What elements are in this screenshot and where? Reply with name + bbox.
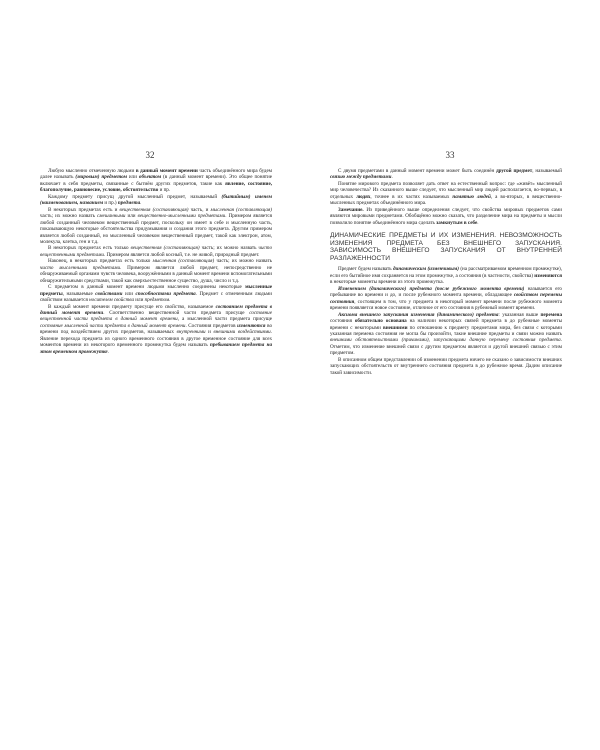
text-run: Наконец, в некоторых предметах есть только: [48, 258, 153, 265]
text-run: мысленные предметы: [40, 284, 272, 297]
text-run: .: [107, 348, 109, 355]
text-run: или: [125, 213, 138, 220]
text-run: связью между предметами: [330, 174, 392, 181]
text-run: С двумя предметами в данный момент времени может быть соединён: [338, 168, 497, 174]
text-run: другой предмет: [496, 168, 533, 174]
paragraph: [330, 312, 562, 357]
text-run: смешанными: [97, 213, 126, 220]
text-run: В некоторых предметах есть только: [48, 245, 131, 252]
text-run: . Отметим, что изменение внешней связи с другим предметом является и другой внешней связью с этим предметом.: [330, 337, 562, 357]
paragraph: [330, 357, 562, 376]
text-run: или: [122, 290, 136, 297]
text-run: объектом: [138, 174, 162, 181]
text-run: .: [391, 174, 393, 181]
text-run: вещественная (составляющая): [119, 206, 189, 213]
text-run: В некоторых предметах есть и: [48, 206, 120, 213]
text-run: внешними воздействиями: [213, 329, 271, 336]
text-run: (бытийным) именем (наименованием, названием: [40, 193, 272, 207]
text-run: чисто мысленными предметами: [40, 264, 121, 271]
text-run: или: [134, 297, 145, 304]
text-run: способностями предмета: [135, 290, 196, 297]
text-run: и пр.): [103, 200, 118, 207]
text-run: или: [126, 174, 139, 181]
text-run: свойствами: [95, 290, 123, 297]
text-run: перемена: [540, 311, 562, 318]
text-run: предметом: [144, 297, 170, 304]
text-run: . Предмет с отмеченным людьми свойством называется: [40, 290, 273, 304]
text-run: называется его пребывание во времени и до, и после рубежного момента времени, обладающее: [330, 285, 562, 299]
paragraph: [40, 194, 272, 207]
text-run: вещественно-мысленными предметами: [137, 213, 226, 220]
text-run: Понятие мирового предмета позволяет дать ответ на естественный вопрос: где «живёт» мысленный мир человечества? Из сказанного выше следует, что мысленный мир людей располагается, во-первых, в отдельных: [330, 180, 562, 200]
text-run: (в данный момент времени). Это общее понятие включает в себя предметы, связанные с бытиём других предметов, такие как: [40, 174, 272, 187]
paragraph: [330, 168, 562, 181]
paragraph: [330, 181, 562, 207]
text-run: В описанном общем представлении об изменении предмета ничего не сказано о зависимости внешних запускающих обстоятельств от внутреннего состояния предмета в до рубежное время. Дадим описание такой зависимости.: [330, 356, 562, 376]
text-run: состоянием предмета в данный момент времени: [40, 303, 272, 316]
page-number-left: 32: [145, 150, 155, 160]
text-run: замкнутым в себе: [436, 219, 478, 226]
paragraph: [40, 168, 272, 194]
text-run: .: [140, 200, 142, 207]
text-run: .: [477, 219, 479, 226]
paragraph: [330, 266, 562, 285]
text-run: и: [205, 329, 214, 336]
text-run: людях: [356, 193, 371, 200]
text-run: . Примером является любой созданный человеком вещественный предмет, поскольку он имеет в себе и мысленную часть, показывающую некоторые обстоятельства придумывания и создания этого предмета. Другим примером является любой созданный, но мысленный человеком вещественный предмет, такой как электрон, атом, молекула, клетка, ген и т.д.: [40, 213, 273, 245]
text-run: на наличии некоторых связей предмета в до рубежные моменты времени с некоторыми: [330, 318, 562, 331]
section-heading: [330, 232, 562, 262]
text-run: внешними: [382, 324, 408, 331]
text-run: . Явление перехода предмета из одного временного состояния в другое временное состояние для всех моментов времени из некоторого временного промежутка будем называть: [40, 329, 273, 349]
text-run: изменяются: [534, 272, 562, 279]
text-run: часть; их можно назвать: [199, 245, 259, 252]
text-run: : указанная выше: [498, 311, 541, 318]
text-run: . Примером является любой косный, т.е. не живой, природный предмет.: [103, 251, 260, 258]
text-run: Аксиома внешнего запускания изменения (динамического) предмета: [338, 311, 499, 318]
text-run: . Соответственно вещественной части предмета присуще: [103, 309, 250, 316]
text-run: чисто вещественными предметами: [40, 245, 272, 258]
text-run: и пр.: [158, 187, 171, 194]
text-run: в данный момент времени: [135, 168, 198, 174]
text-run: С предметом в данный момент времени людьми мысленно соединены некоторые: [48, 284, 246, 291]
text-run: свойством перемены состояния: [330, 292, 562, 305]
text-run: . Примером является любой предмет, непосредственно не обнаруживаемый органами чувств человека, вооружёнными в данный момент времени вспомогательными обнаружительными средствами, такой как сверхъестественное существо, душа, число и т.д.: [40, 264, 273, 284]
text-run: Любую мысленно отмеченную людьми: [48, 168, 136, 174]
paragraph: [40, 304, 272, 356]
text-run: , состоящем в том, что у предмета в некоторый момент времени после рубежного момента времени появляется новое состояние, отличное от его состояния в рубежный момент времени.: [330, 298, 562, 312]
text-run: внешними обстоятельствами (причинами), запускающими данную перемену состояния предмета: [330, 337, 561, 344]
text-run: изменяются: [237, 322, 266, 329]
text-run: обязательно основана: [354, 318, 407, 325]
text-run: ДИНАМИЧЕСКИЕ ПРЕДМЕТЫ И ИХ ИЗМЕНЕНИЯ. НЕВОЗМОЖНОСТЬ ИЗМЕНЕНИЯ ПРЕДМЕТА БЕЗ ВНЕШНЕГО ЗАПУСКАНИЯ. ЗАВИСИМОСТЬ ВНЕШНЕГО ЗАПУСКАНИЯ ОТ ВНУТРЕННЕЙ РАЗЛАЖЕННОСТИ: [330, 232, 562, 262]
text-run: состояние вещественной части предмета в данный момент времени: [40, 309, 272, 323]
paragraph: [330, 286, 562, 312]
text-run: , называемые: [62, 290, 96, 297]
text-run: В каждый момент времени предмету присуще его свойство, называемое: [48, 303, 216, 310]
text-run: , а мысленной части предмета присуще: [177, 316, 272, 323]
text-run: Из приведённого выше определения следует, что свойства мировых предметов сами являются мировыми предметами. Обобщённо можно сказать, что разделение мира на предметы и мысли позволило понятие объединённого мира сделать: [330, 206, 562, 226]
text-run: памятью людей: [452, 193, 491, 200]
text-run: . Состояния предметов: [185, 322, 238, 329]
text-run: часть; их можно назвать: [40, 213, 98, 220]
text-run: носителем свойства: [89, 297, 135, 304]
text-run: в некоторые моменты времени из этого промежутка.: [330, 279, 444, 286]
text-run: , а во-вторых, в вещественно-мысленных предметах объединённого мира.: [330, 193, 562, 207]
text-run: состояния: [330, 318, 355, 325]
paragraph: [40, 258, 272, 284]
text-run: по отношению к предмету предметами мира, без связи с которыми указанная перемена состояния не могла бы произойти, такие внешние предметы и связи можно назвать: [330, 324, 562, 337]
text-run: часть объединённого мира будем далее называть: [40, 168, 272, 181]
page-number-right: 33: [445, 150, 455, 160]
text-run: явление, состояние, благополучие, равновесие, условие, обстоятельство: [40, 180, 272, 194]
text-run: предмета: [117, 200, 141, 207]
text-run: часть; их можно назвать: [214, 258, 272, 265]
paragraph: [330, 207, 562, 226]
paragraph: [40, 207, 272, 246]
right-page: [300, 0, 600, 750]
text-run: вещественная (составляющая): [130, 245, 200, 252]
text-run: (мировым) предметом: [75, 174, 127, 181]
text-run: пребыванием предмета на этом временном промежутке: [40, 342, 272, 355]
text-run: во времени под воздействием других предметов, называемых: [40, 322, 272, 336]
left-page-text: [40, 168, 272, 355]
text-run: часть, и: [188, 206, 211, 213]
text-run: , называемый: [532, 168, 562, 174]
text-run: Предмет будем называть: [338, 266, 393, 273]
right-page-text: [330, 168, 562, 376]
text-run: динамическим (изменчивым): [393, 266, 459, 273]
text-run: (на рассматриваемом временном промежутке), если его бытийное имя сохраняется на этом промежутке, а состояния (в частности, свойства): [330, 266, 562, 279]
paragraph: [40, 245, 272, 258]
text-run: , точнее в их частях называемых: [370, 193, 453, 200]
text-run: Замечание.: [338, 206, 364, 213]
text-run: мысленная (составляющая): [152, 258, 215, 265]
text-run: внутренними: [176, 329, 206, 336]
text-run: мысленная (составляющая): [210, 206, 273, 213]
text-run: Изменением (динамического) предмета (после рубежного момента времени): [338, 285, 525, 292]
paragraph: [40, 284, 272, 303]
text-run: Каждому предмету присущ другой мысленный предмет, называемый: [48, 193, 222, 200]
text-run: .: [169, 297, 171, 304]
text-run: состояние мысленной части предмета в данный момент времени: [40, 322, 186, 329]
